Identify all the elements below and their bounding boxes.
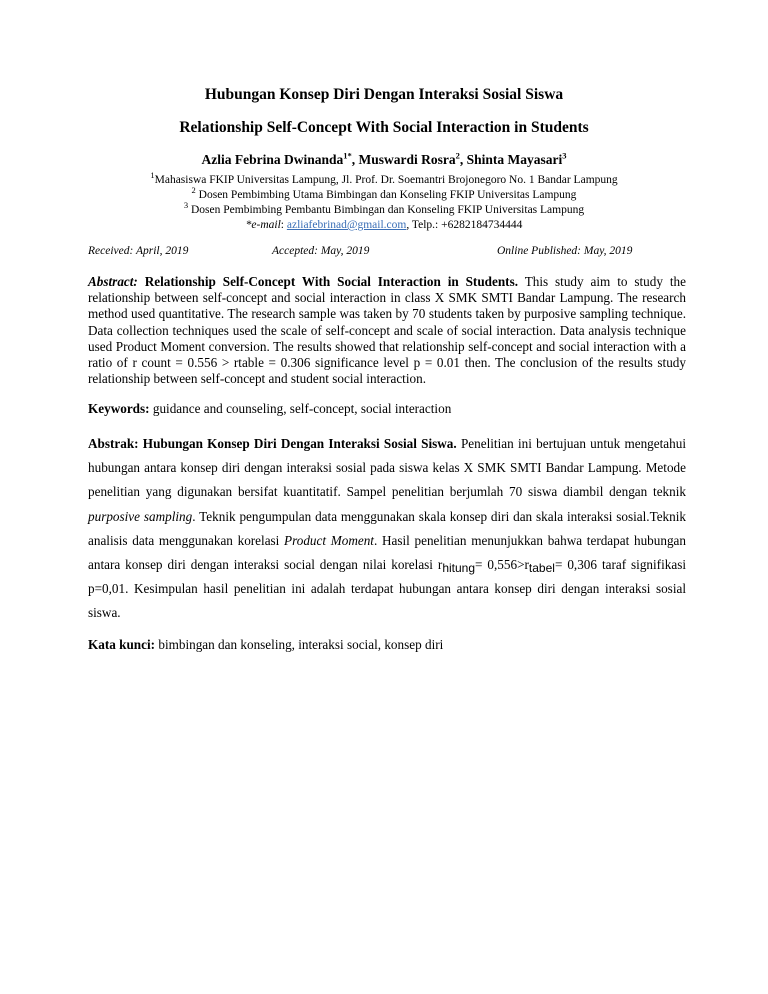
keywords-indonesian bbox=[88, 637, 686, 653]
abstract-english bbox=[88, 274, 686, 387]
affiliation-mark: 2 bbox=[191, 185, 196, 196]
received-date: Received: April, 2019 bbox=[88, 245, 189, 257]
abstract-indonesian bbox=[88, 432, 686, 626]
phone-text: , Telp.: +6282184734444 bbox=[406, 219, 523, 231]
author-name: Muswardi Rosra bbox=[358, 152, 456, 167]
kata-kunci-label: Kata kunci: bbox=[88, 637, 156, 652]
author-separator: , bbox=[351, 152, 359, 167]
keywords-label: Keywords: bbox=[88, 401, 150, 416]
abstrak-text-4: = 0,556>r bbox=[475, 557, 529, 573]
title-indonesian: Hubungan Konsep Diri Dengan Interaksi Sosial Siswa bbox=[204, 86, 564, 103]
author-mark: 2 bbox=[455, 150, 460, 161]
subscript-hitung: hitung bbox=[442, 561, 476, 576]
affiliation-mark: 1 bbox=[150, 170, 155, 181]
abstract-body: This study aim to study the relationship between self-concept and social interaction in class X SMK SMTI Bandar Lampung. The research method used quantitative. The research sample was taken by 70 students taken by purposive sampling technique. Data collection techniques used the scale of self-concept and scale of social interaction. Data analysis technique used Product Moment conversion. The results showed that relationship self-concept and social interaction with a ratio of r count = 0.556 > rtable = 0.306 significance level p = 0.01 then. The conclusion of the results study relationship between self-concept and student social interaction. bbox=[88, 274, 686, 387]
accepted-date: Accepted: May, 2019 bbox=[272, 245, 370, 257]
affiliation-3 bbox=[0, 200, 768, 216]
abstrak-italic-2: Product Moment bbox=[284, 532, 374, 548]
author-list bbox=[0, 152, 768, 168]
email-link[interactable]: azliafebrinad@gmail.com bbox=[286, 219, 407, 231]
author-name: Azlia Febrina Dwinanda bbox=[201, 152, 344, 167]
keywords-text: guidance and counseling, self-concept, social interaction bbox=[149, 401, 452, 416]
author-mark: 3 bbox=[562, 150, 567, 161]
affiliation-text: Dosen Pembimbing Utama Bimbingan dan Konseling FKIP Universitas Lampung bbox=[195, 189, 577, 201]
title-english: Relationship Self-Concept With Social Interaction in Students bbox=[179, 119, 589, 136]
keywords-english bbox=[88, 401, 686, 417]
affiliation-mark: 3 bbox=[183, 200, 189, 211]
abstract-title: Relationship Self-Concept With Social Interaction in Students. bbox=[137, 274, 519, 289]
abstrak-text-2: . Teknik pengumpulan data menggunakan skala konsep diri dan skala interaksi sosial.Teknik analisis data menggunakan korelasi bbox=[88, 508, 686, 548]
affiliation-text: Dosen Pembimbing Pembantu Bimbingan dan Konseling FKIP Universitas Lampung bbox=[188, 204, 585, 216]
email-label: *e-mail bbox=[245, 219, 281, 231]
abstrak-text-3: . Hasil penelitian menunjukkan bahwa terdapat hubungan antara konsep diri dengan interaksi social dengan nilai korelasi r bbox=[88, 532, 686, 573]
author-name: Shinta Mayasari bbox=[466, 152, 563, 167]
email-colon: : bbox=[280, 219, 287, 231]
affiliation-2 bbox=[0, 185, 768, 201]
subscript-tabel: tabel bbox=[528, 561, 555, 576]
affiliation-text: Mahasiswa FKIP Universitas Lampung, Jl. Prof. Dr. Soemantri Brojonegoro No. 1 Bandar Lampung bbox=[154, 174, 618, 186]
abstract-label: Abstract: bbox=[88, 274, 138, 289]
affiliation-1 bbox=[0, 170, 768, 186]
abstrak-text-5: = 0,306 taraf signifikasi p=0,01. Kesimpulan hasil penelitian ini adalah terdapat hubungan antara konsep diri dengan interaksi sosial siswa. bbox=[88, 557, 686, 621]
contact-line bbox=[0, 219, 768, 231]
author-separator: , bbox=[459, 152, 467, 167]
author-mark: 1* bbox=[343, 150, 352, 161]
abstrak-label: Abstrak: Hubungan Konsep Diri Dengan Interaksi Sosial Siswa. bbox=[88, 436, 457, 451]
abstrak-text-1: Penelitian ini bertujuan untuk mengetahui hubungan antara konsep diri dengan interaksi sosial pada siswa kelas X SMK SMTI Bandar Lampung. Metode penelitian yang digunakan bersifat kuantitatif. Sampel penelitian berjumlah 70 siswa diambil dengan teknik bbox=[88, 436, 686, 500]
published-date: Online Published: May, 2019 bbox=[497, 245, 633, 257]
abstrak-italic-1: purposive sampling bbox=[88, 508, 193, 524]
kata-kunci-text: bimbingan dan konseling, interaksi social, konsep diri bbox=[155, 637, 444, 652]
